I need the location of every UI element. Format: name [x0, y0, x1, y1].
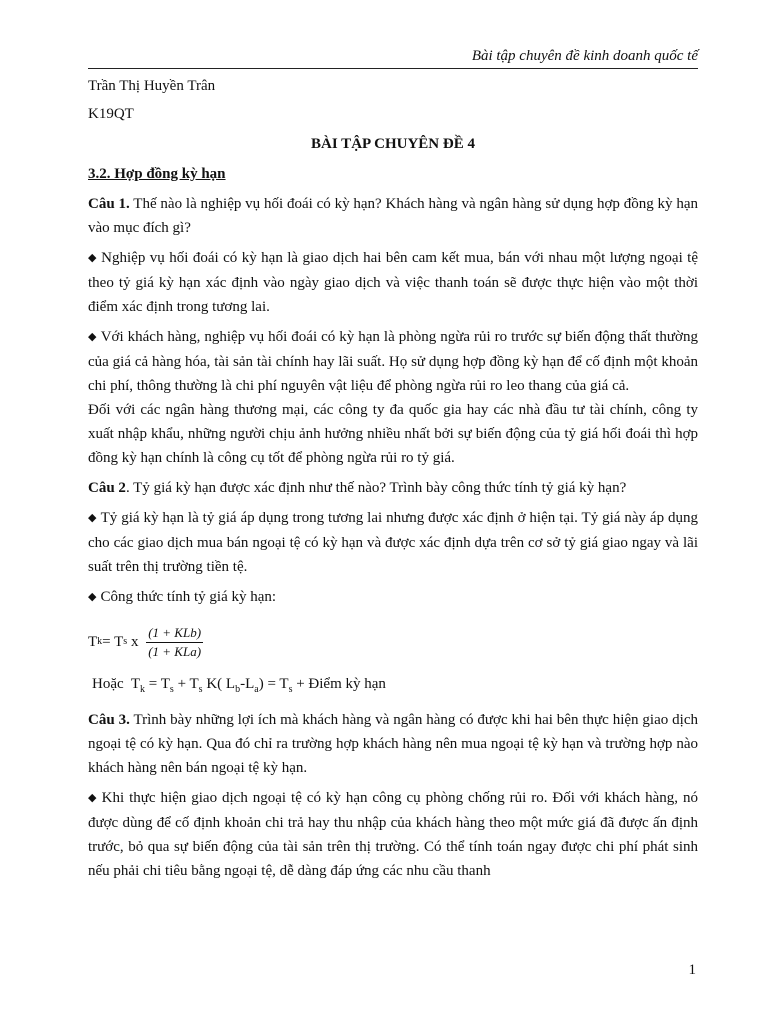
formula-fraction [146, 624, 203, 661]
f2-sub-5: a [254, 684, 259, 695]
page-content [88, 72, 698, 883]
fraction-numerator: (1 + KLb) [146, 624, 203, 643]
f2-sub-2: s [169, 684, 174, 695]
diamond-bullet-icon: ◆ [88, 591, 97, 603]
f2-part-7: + Điểm kỳ hạn [292, 676, 386, 692]
f2-sub-4: b [235, 684, 241, 695]
f2-part-3: + T [173, 676, 199, 692]
author-name: Trần Thị Huyền Trân [88, 78, 216, 94]
answer-1-paragraph-2 [88, 325, 698, 398]
formula-lhs: T [88, 634, 98, 650]
answer-2-paragraph-1 [88, 506, 698, 579]
answer-3-text-1: Khi thực hiện giao dịch ngoại tệ có kỳ hạn công cụ phòng chống rủi ro. Đối với khách hàng, nó được dùng để cố định khoản chi trả hay thu nhập của khách hàng theo một mức giá đã được ấn định trước, bỏ qua sự biến động của tài sản trên thị trường. Có thể tính toán ngay được chi phí phát sinh nếu phải chi tiêu bằng ngoại tệ, dễ dàng đáp ứng các nhu cầu thanh [88, 790, 698, 879]
f2-part-1: Hoặc T [92, 676, 141, 692]
question-2-text: . Tỷ giá kỳ hạn được xác định như thế nào? Trình bày công thức tính tỷ giá kỳ hạn? [125, 480, 627, 496]
diamond-bullet-icon: ◆ [88, 512, 97, 524]
question-3-text: Trình bày những lợi ích mà khách hàng và ngân hàng có được khi hai bên thực hiện giao dịch ngoại tệ có kỳ hạn. Qua đó chỉ ra trường hợp khách hàng nên mua ngoại tệ kỳ hạn và trường hợp nào khách hàng nên bán ngoại tệ kỳ hạn. [88, 712, 698, 776]
fraction-denominator: (1 + KLa) [148, 643, 202, 659]
document-title: BÀI TẬP CHUYÊN ĐỀ 4 [311, 136, 475, 152]
answer-2-paragraph-2 [88, 585, 698, 610]
question-2-label: Câu 2 [88, 480, 126, 496]
f2-sub-3: s [198, 684, 203, 695]
f2-part-2: = T [145, 676, 170, 692]
forward-rate-formula-alt [92, 672, 698, 702]
question-1 [88, 192, 698, 240]
formula-times: x [127, 634, 143, 650]
forward-rate-formula [88, 618, 698, 666]
running-header: Bài tập chuyên đề kinh doanh quốc tế [88, 48, 698, 69]
answer-1-paragraph-1 [88, 246, 698, 319]
question-1-text: Thế nào là nghiệp vụ hối đoái có kỳ hạn? Khách hàng và ngân hàng sử dụng hợp đồng kỳ hạn vào mục đích gì? [88, 196, 698, 236]
f2-part-6: ) = T [258, 676, 289, 692]
answer-1-text-2: Với khách hàng, nghiệp vụ hối đoái có kỳ hạn là phòng ngừa rủi ro trước sự biến động thất thường của giá cả hàng hóa, tài sản tài chính hay lãi suất. Họ sử dụng hợp đồng kỳ hạn để cố định một khoản chi phí, thông thường là chi phí nguyên vật liệu để phòng ngừa rủi ro leo thang của giá cả. [88, 329, 698, 394]
f2-sub-1: k [140, 684, 146, 695]
answer-2-text-2: Công thức tính tỷ giá kỳ hạn: [100, 589, 277, 605]
formula-eq: = T [102, 634, 124, 650]
question-1-label: Câu 1. [88, 196, 130, 212]
answer-1-text-1: Nghiệp vụ hối đoái có kỳ hạn là giao dịch hai bên cam kết mua, bán với nhau một lượng ngoại tệ theo tỷ giá kỳ hạn xác định vào ngày giao dịch và việc thanh toán sẽ được thực hiện vào một thời điểm xác định trong tương lai. [88, 250, 699, 315]
diamond-bullet-icon: ◆ [88, 252, 98, 264]
question-3 [88, 708, 698, 780]
formula-eq-sub: s [123, 636, 128, 647]
section-heading: 3.2. Hợp đồng kỳ hạn [88, 166, 226, 182]
question-2 [88, 476, 698, 500]
f2-part-4: K( L [202, 676, 236, 692]
answer-2-text-1: Tỷ giá kỳ hạn là tỷ giá áp dụng trong tương lai nhưng được xác định ở hiện tại. Tỷ giá này áp dụng cho các giao dịch mua bán ngoại tệ có kỳ hạn và được xác định dựa trên cơ sở tỷ giá giao ngay và lãi suất trên thị trường tiền tệ. [88, 510, 698, 575]
author-class: K19QT [88, 106, 134, 122]
diamond-bullet-icon: ◆ [88, 792, 98, 804]
formula-lhs-sub: k [97, 636, 103, 647]
diamond-bullet-icon: ◆ [88, 331, 97, 343]
question-3-label: Câu 3. [88, 712, 130, 728]
answer-1-paragraph-3: Đối với các ngân hàng thương mại, các công ty đa quốc gia hay các nhà đầu tư tài chính, công ty xuất nhập khẩu, những người chịu ảnh hưởng nhiều nhất bởi sự biến động của tỷ giá hối đoái thì hợp đồng kỳ hạn chính là công cụ tốt để phòng ngừa rủi ro tỷ giá. [88, 402, 698, 466]
answer-3-paragraph-1 [88, 786, 698, 883]
f2-sub-6: s [288, 684, 293, 695]
page-number: 1 [688, 962, 696, 978]
f2-part-5: -L [240, 676, 255, 692]
